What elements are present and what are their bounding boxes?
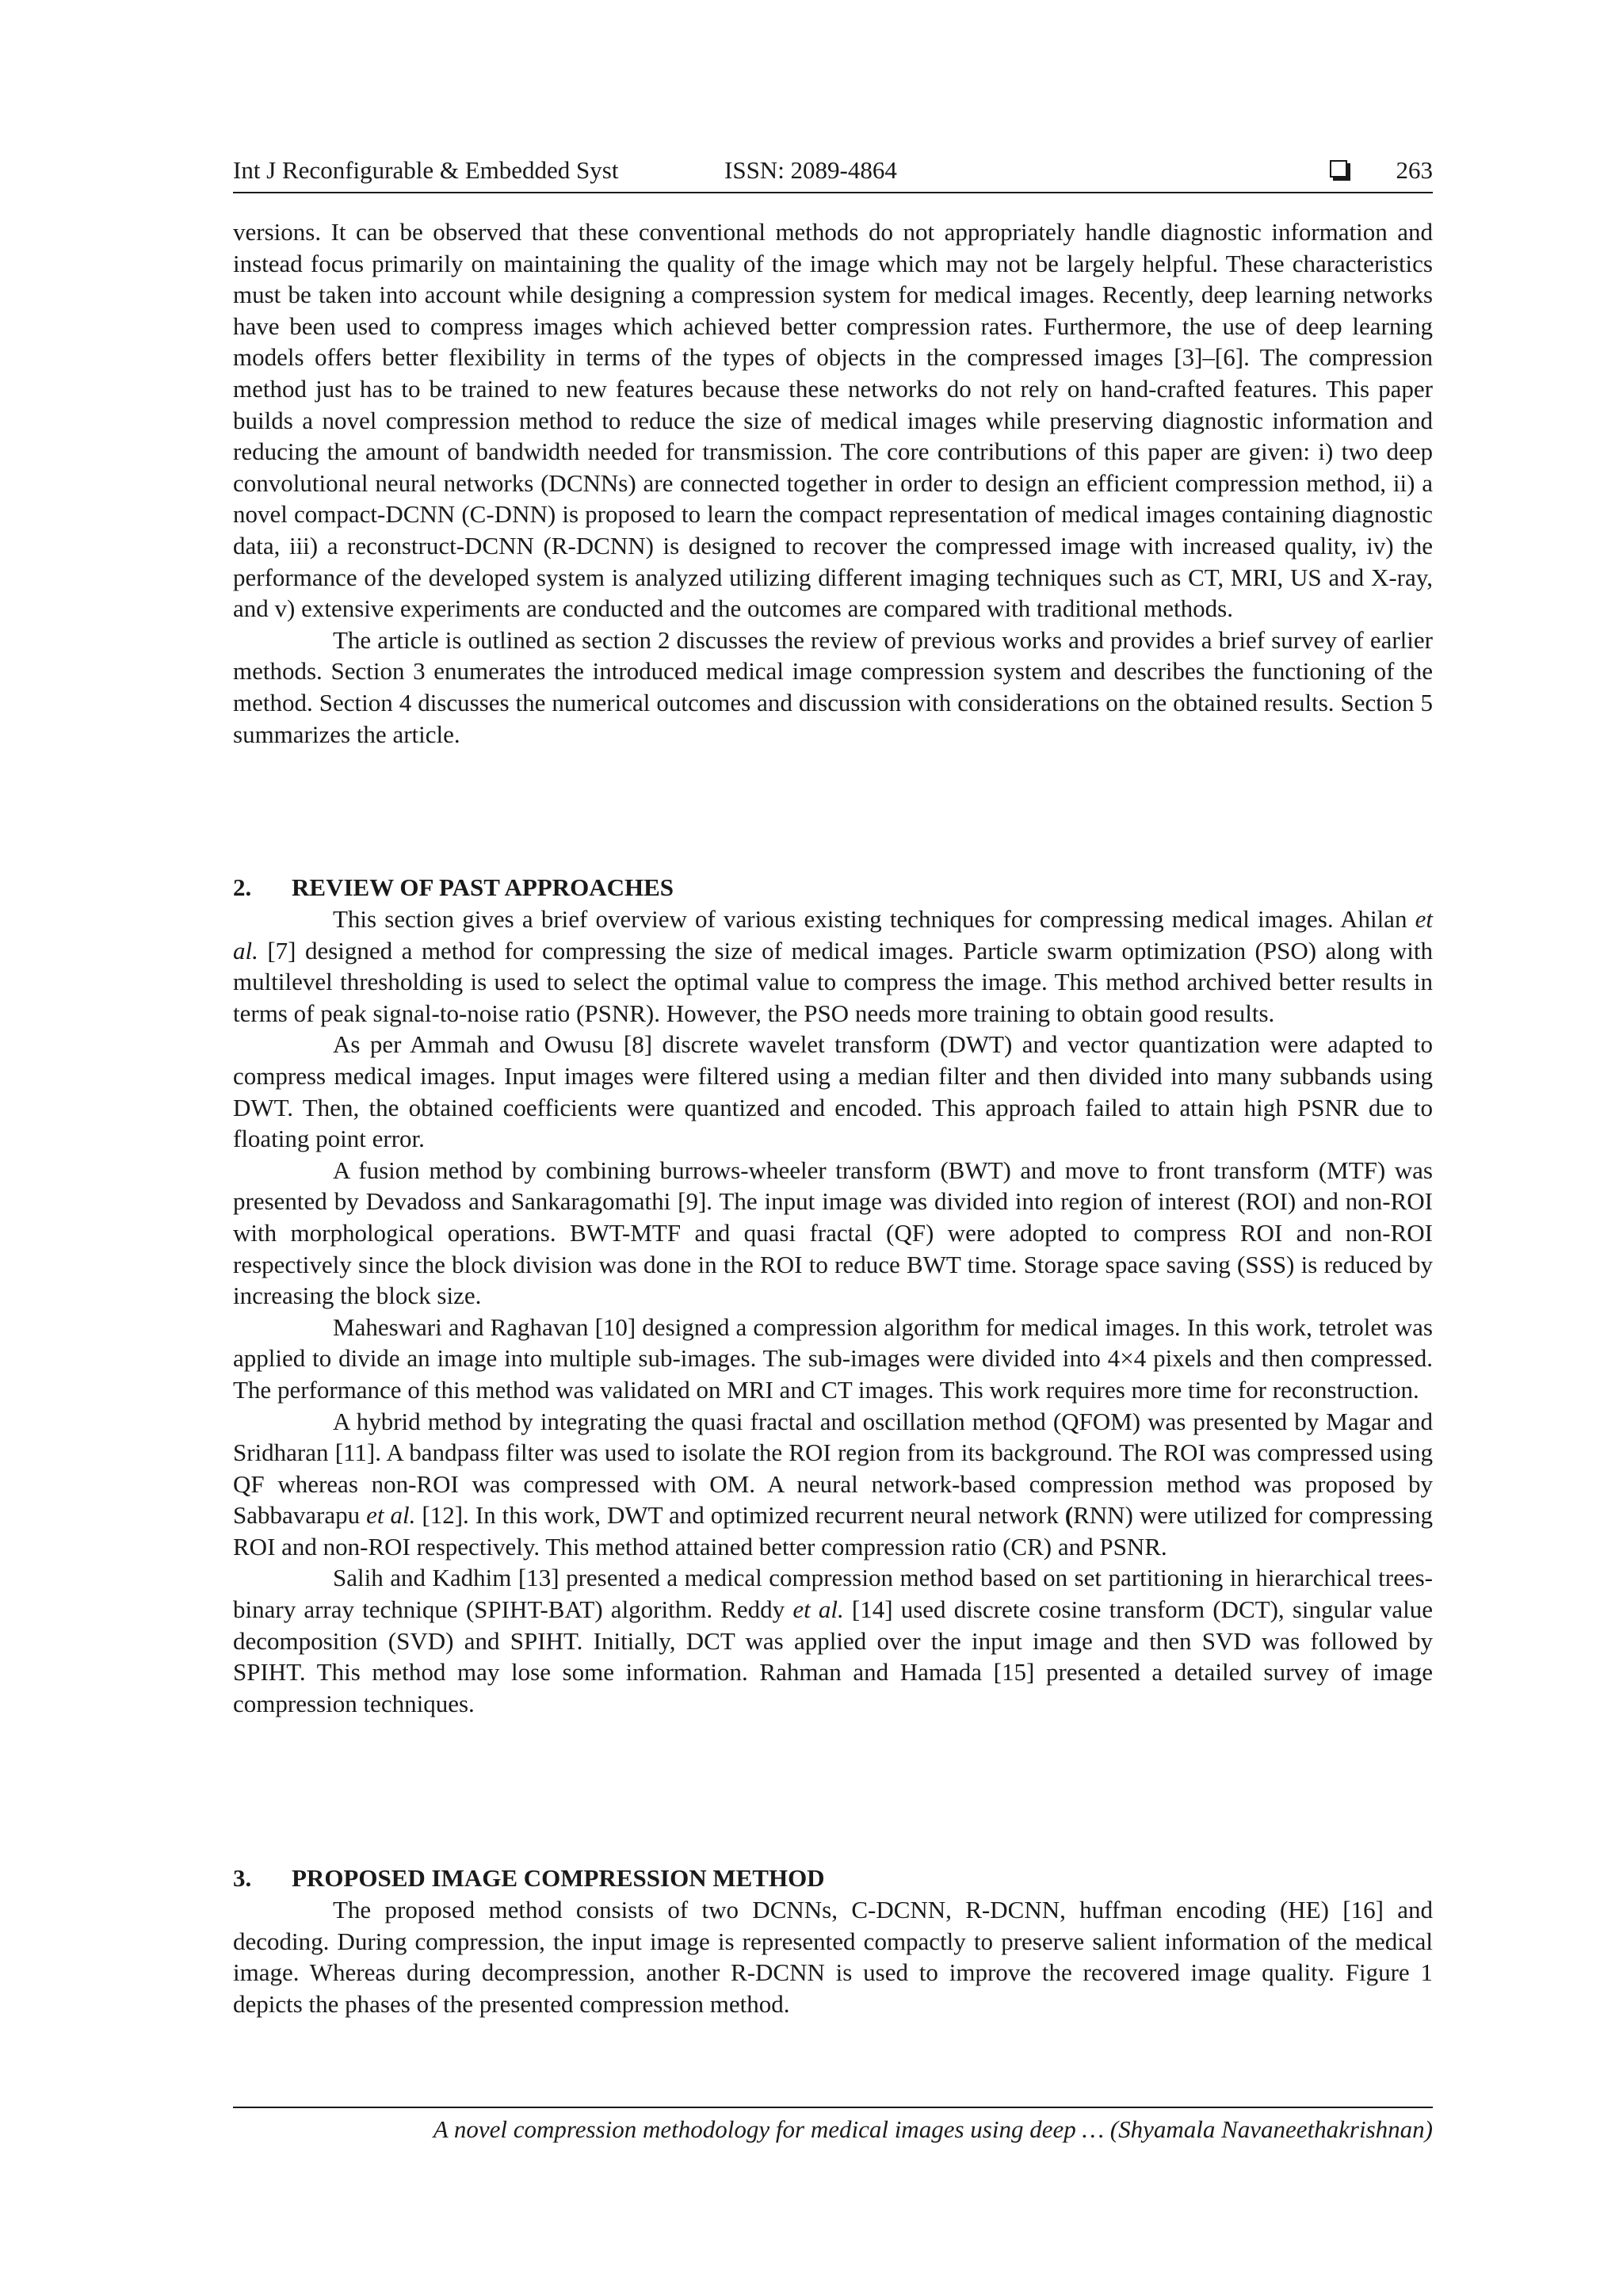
section-2-paragraph-4: Maheswari and Raghavan [10] designed a compression algorithm for medical images. In this work, tetrolet was applied to divide an image into multiple sub-images. The sub-images were divided into 4×4 pixels and then compressed. The performance of this method was validated on MRI and CT images. This work requires more time for reconstruction. <box>233 1312 1433 1404</box>
text-run: [12]. In this work, DWT and optimized recurrent neural network <box>415 1501 1065 1530</box>
section-3-text <box>233 1894 1433 2019</box>
page-header <box>233 152 1433 189</box>
text-run: A hybrid method by integrating the quasi fractal and oscillation method (QFOM) was presented by Magar and Sridharan [11]. A bandpass filter was used to isolate the ROI region from its background. The ROI was compressed using QF whereas non-ROI was compressed with OM. A neural network-based compression method was proposed by Sabbavarapu <box>233 1407 1433 1530</box>
section-2-paragraph-3: A fusion method by combining burrows-wheeler transform (BWT) and move to front transform (MTF) was presented by Devadoss and Sankaragomathi [9]. The input image was divided into region of interest (ROI) and non-ROI with morphological operations. BWT-MTF and quasi fractal (QF) were adopted to compress ROI and non-ROI respectively since the block division was done in the ROI to reduce BWT time. Storage space saving (SSS) is reduced by increasing the block size. <box>233 1156 1433 1310</box>
running-footer: A novel compression methodology for medical images using deep … (Shyamala Navaneethakrishnan) <box>433 2115 1433 2143</box>
bold-paren: ( <box>1064 1501 1074 1530</box>
section-2-title: REVIEW OF PAST APPROACHES <box>292 873 674 901</box>
text-run: [7] designed a method for compressing the size of medical images. Particle swarm optimization (PSO) along with multilevel thresholding is used to select the optimal value to compress the image. This method archived better results in terms of peak signal-to-noise ratio (PSNR). However, the PSO needs more training to obtain good results. <box>233 936 1433 1027</box>
text-run: [14] used discrete cosine transform (DCT), singular value decomposition (SVD) and SPIHT. Initially, DCT was applied over the input image and then SVD was followed by SPIHT. This method may lose some information. Rahman and Hamada [15] presented a detailed survey of image compression techniques. <box>233 1595 1433 1717</box>
section-2-paragraph-1 <box>233 904 1433 1029</box>
issn: ISSN: 2089-4864 <box>724 156 897 184</box>
et-al-italic: et al. <box>792 1595 844 1624</box>
intro-paragraph-1: versions. It can be observed that these conventional methods do not appropriately handle diagnostic information and instead focus primarily on maintaining the quality of the image which may not be largely helpful. These characteristics must be taken into account while designing a compression system for medical images. Recently, deep learning networks have been used to compress images which achieved better compression rates. Furthermore, the use of deep learning models offers better flexibility in terms of the types of objects in the compressed images [3]–[6]. The compression method just has to be trained to new features because these networks do not rely on hand-crafted features. This paper builds a novel compression method to reduce the size of medical images while preserving diagnostic information and reducing the amount of bandwidth needed for transmission. The core contributions of this paper are given: i) two deep convolutional neural networks (DCNNs) are connected together in order to design an efficient compression method, ii) a novel compact-DCNN (C-DNN) is proposed to learn the compact representation of medical images containing diagnostic data, iii) a reconstruct-DCNN (R-DCNN) is designed to recover the compressed image with increased quality, iv) the performance of the developed system is analyzed utilizing different imaging techniques such as CT, MRI, US and X-ray, and v) extensive experiments are conducted and the outcomes are compared with traditional methods. <box>233 218 1433 623</box>
footer-rule <box>233 2107 1433 2108</box>
section-3-heading <box>233 1862 1433 1894</box>
section-3-number: 3. <box>233 1864 252 1892</box>
intro-text <box>233 216 1433 750</box>
header-rule <box>233 192 1433 193</box>
section-3-paragraph-1: The proposed method consists of two DCNNs, C-DCNN, R-DCNN, huffman encoding (HE) [16] and decoding. During compression, the input image is represented compactly to preserve salient information of the medical image. Whereas during decompression, another R-DCNN is used to improve the recovered image quality. Figure 1 depicts the phases of the presented compression method. <box>233 1896 1433 2018</box>
section-2-number: 2. <box>233 873 252 901</box>
section-2-text <box>233 904 1433 1719</box>
section-2-paragraph-5 <box>233 1406 1433 1563</box>
section-2-heading <box>233 872 1433 904</box>
intro-paragraph-2: The article is outlined as section 2 discusses the review of previous works and provides a brief survey of earlier methods. Section 3 enumerates the introduced medical image compression system and describes the functioning of the method. Section 4 discusses the numerical outcomes and discussion with considerations on the obtained results. Section 5 summarizes the article. <box>233 625 1433 748</box>
section-2-paragraph-6 <box>233 1562 1433 1719</box>
section-3-title: PROPOSED IMAGE COMPRESSION METHOD <box>292 1864 825 1892</box>
et-al-italic: et al. <box>366 1501 416 1530</box>
et-al-italic: et al. <box>233 905 1433 965</box>
journal-name: Int J Reconfigurable & Embedded Syst <box>233 156 619 184</box>
text-run: RNN) were utilized for compressing ROI and non-ROI respectively. This method attained better compression ratio (CR) and PSNR. <box>233 1501 1433 1561</box>
section-2-paragraph-2: As per Ammah and Owusu [8] discrete wavelet transform (DWT) and vector quantization were adapted to compress medical images. Input images were filtered using a median filter and then divided into many subbands using DWT. Then, the obtained coefficients were quantized and encoded. This approach failed to attain high PSNR due to floating point error. <box>233 1030 1433 1153</box>
page-number: 263 <box>1396 156 1433 184</box>
checkbox-square-icon <box>1330 160 1347 178</box>
text-run: This section gives a brief overview of various existing techniques for compressing medical images. Ahilan <box>333 905 1415 933</box>
text-run: Salih and Kadhim [13] presented a medical compression method based on set partitioning in hierarchical trees-binary array technique (SPIHT-BAT) algorithm. Reddy <box>233 1564 1433 1624</box>
